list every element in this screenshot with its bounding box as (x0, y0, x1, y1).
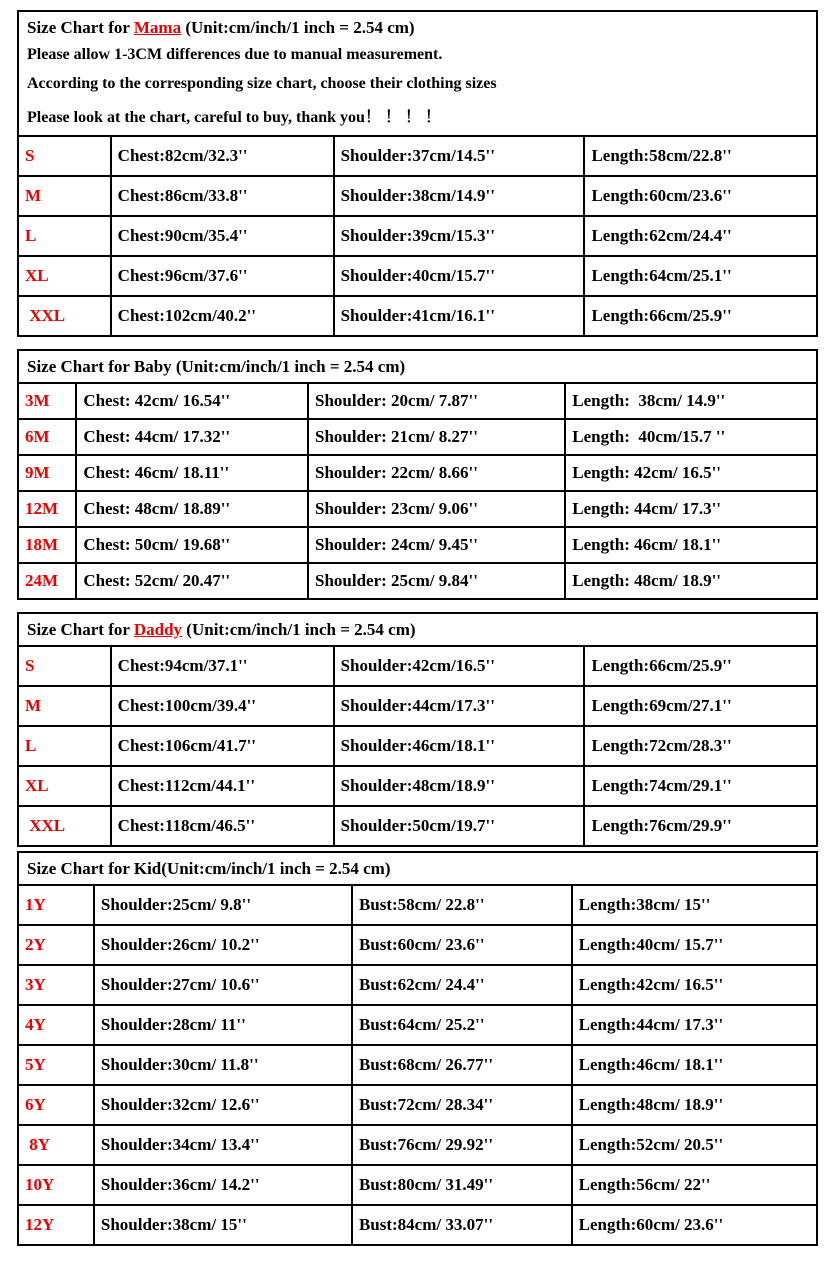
size-label-cell: 18M (18, 527, 76, 563)
chest-cell: Chest: 44cm/ 17.32'' (76, 419, 308, 455)
note-row (18, 72, 817, 101)
mama-size-chart (17, 10, 818, 337)
shoulder-cell: Shoulder:38cm/ 15'' (94, 1205, 352, 1245)
shoulder-cell: Shoulder:37cm/14.5'' (334, 136, 585, 176)
chest-cell: Chest:106cm/41.7'' (111, 726, 334, 766)
shoulder-cell: Shoulder:32cm/ 12.6'' (94, 1085, 352, 1125)
shoulder-cell: Shoulder:30cm/ 11.8'' (94, 1045, 352, 1085)
length-cell: Length:66cm/25.9'' (584, 296, 817, 336)
kid-title: Size Chart for Kid(Unit:cm/inch/1 inch = 2.54 cm) (27, 859, 391, 878)
shoulder-cell: Shoulder: 24cm/ 9.45'' (308, 527, 565, 563)
size-label-cell: M (18, 176, 111, 216)
shoulder-cell: Shoulder:27cm/ 10.6'' (94, 965, 352, 1005)
length-cell: Length:76cm/29.9'' (584, 806, 817, 846)
chest-cell: Chest:90cm/35.4'' (111, 216, 334, 256)
chest-cell: Chest: 42cm/ 16.54'' (76, 383, 308, 419)
shoulder-cell: Shoulder:26cm/ 10.2'' (94, 925, 352, 965)
daddy-title-row (18, 613, 817, 646)
shoulder-cell: Shoulder:28cm/ 11'' (94, 1005, 352, 1045)
size-chart-page (17, 10, 818, 1246)
bust-cell: Bust:76cm/ 29.92'' (352, 1125, 572, 1165)
size-label-cell: XXL (18, 296, 111, 336)
mama-title-unit: (Unit:cm/inch/1 inch = 2.54 cm) (181, 18, 415, 37)
size-row (18, 766, 817, 806)
bust-cell: Bust:64cm/ 25.2'' (352, 1005, 572, 1045)
shoulder-cell: Shoulder:34cm/ 13.4'' (94, 1125, 352, 1165)
chest-cell: Chest:96cm/37.6'' (111, 256, 334, 296)
shoulder-cell: Shoulder: 25cm/ 9.84'' (308, 563, 565, 599)
shoulder-cell: Shoulder:42cm/16.5'' (334, 646, 585, 686)
size-row (18, 646, 817, 686)
kid-size-chart (17, 851, 818, 1246)
size-row (18, 527, 817, 563)
shoulder-cell: Shoulder:48cm/18.9'' (334, 766, 585, 806)
size-row (18, 1125, 817, 1165)
length-cell: Length:56cm/ 22'' (572, 1165, 817, 1205)
shoulder-cell: Shoulder:50cm/19.7'' (334, 806, 585, 846)
bust-cell: Bust:58cm/ 22.8'' (352, 885, 572, 925)
mama-title-prefix: Size Chart for (27, 18, 134, 37)
size-row (18, 1085, 817, 1125)
size-label-cell: XL (18, 766, 111, 806)
size-label-cell: 6M (18, 419, 76, 455)
note-choose-size: According to the corresponding size chart, choose their clothing sizes (27, 75, 497, 92)
length-cell: Length:52cm/ 20.5'' (572, 1125, 817, 1165)
size-label-cell: L (18, 726, 111, 766)
shoulder-cell: Shoulder: 22cm/ 8.66'' (308, 455, 565, 491)
chest-cell: Chest:118cm/46.5'' (111, 806, 334, 846)
daddy-title (18, 613, 817, 646)
note-row (18, 101, 817, 136)
baby-size-chart (17, 349, 818, 600)
size-row (18, 1005, 817, 1045)
size-label-cell: 6Y (18, 1085, 94, 1125)
chest-cell: Chest: 46cm/ 18.11'' (76, 455, 308, 491)
bust-cell: Bust:84cm/ 33.07'' (352, 1205, 572, 1245)
size-label-cell: 1Y (18, 885, 94, 925)
length-cell: Length:60cm/23.6'' (584, 176, 817, 216)
length-cell: Length:72cm/28.3'' (584, 726, 817, 766)
size-row (18, 806, 817, 846)
length-cell: Length: 44cm/ 17.3'' (565, 491, 817, 527)
length-cell: Length:64cm/25.1'' (584, 256, 817, 296)
length-cell: Length:60cm/ 23.6'' (572, 1205, 817, 1245)
size-label-cell: 3Y (18, 965, 94, 1005)
chest-cell: Chest: 50cm/ 19.68'' (76, 527, 308, 563)
mama-title-row (18, 11, 817, 43)
daddy-title-prefix: Size Chart for (27, 620, 134, 639)
length-cell: Length:40cm/ 15.7'' (572, 925, 817, 965)
chest-cell: Chest:112cm/44.1'' (111, 766, 334, 806)
shoulder-cell: Shoulder: 20cm/ 7.87'' (308, 383, 565, 419)
daddy-title-unit: (Unit:cm/inch/1 inch = 2.54 cm) (182, 620, 416, 639)
length-cell: Length:38cm/ 15'' (572, 885, 817, 925)
size-label-cell: 12Y (18, 1205, 94, 1245)
size-row (18, 1045, 817, 1085)
size-label-cell: XXL (18, 806, 111, 846)
mama-title (18, 11, 817, 43)
size-label-cell: S (18, 646, 111, 686)
size-label-cell: M (18, 686, 111, 726)
daddy-title-name: Daddy (133, 620, 183, 639)
shoulder-cell: Shoulder: 21cm/ 8.27'' (308, 419, 565, 455)
length-cell: Length:74cm/29.1'' (584, 766, 817, 806)
size-label-cell: 9M (18, 455, 76, 491)
length-cell: Length: 42cm/ 16.5'' (565, 455, 817, 491)
size-label-cell: 24M (18, 563, 76, 599)
length-cell: Length:66cm/25.9'' (584, 646, 817, 686)
size-label-cell: S (18, 136, 111, 176)
size-row (18, 726, 817, 766)
size-row (18, 925, 817, 965)
size-row (18, 1205, 817, 1245)
shoulder-cell: Shoulder: 23cm/ 9.06'' (308, 491, 565, 527)
size-row (18, 419, 817, 455)
shoulder-cell: Shoulder:25cm/ 9.8'' (94, 885, 352, 925)
size-label-cell: 2Y (18, 925, 94, 965)
baby-title-row (18, 350, 817, 383)
size-row (18, 686, 817, 726)
chest-cell: Chest:94cm/37.1'' (111, 646, 334, 686)
baby-title: Size Chart for Baby (Unit:cm/inch/1 inch = 2.54 cm) (27, 357, 406, 376)
chest-cell: Chest:86cm/33.8'' (111, 176, 334, 216)
shoulder-cell: Shoulder:40cm/15.7'' (334, 256, 585, 296)
note-measurement: Please allow 1-3CM differences due to manual measurement. (27, 46, 443, 63)
length-cell: Length:44cm/ 17.3'' (572, 1005, 817, 1045)
chest-cell: Chest:82cm/32.3'' (111, 136, 334, 176)
size-row (18, 296, 817, 336)
size-row (18, 965, 817, 1005)
size-row (18, 256, 817, 296)
shoulder-cell: Shoulder:46cm/18.1'' (334, 726, 585, 766)
length-cell: Length: 40cm/15.7 '' (565, 419, 817, 455)
bust-cell: Bust:68cm/ 26.77'' (352, 1045, 572, 1085)
size-label-cell: 3M (18, 383, 76, 419)
length-cell: Length:62cm/24.4'' (584, 216, 817, 256)
length-cell: Length: 46cm/ 18.1'' (565, 527, 817, 563)
size-row (18, 455, 817, 491)
kid-title-row (18, 852, 817, 885)
shoulder-cell: Shoulder:38cm/14.9'' (334, 176, 585, 216)
length-cell: Length:42cm/ 16.5'' (572, 965, 817, 1005)
length-cell: Length:69cm/27.1'' (584, 686, 817, 726)
chest-cell: Chest:100cm/39.4'' (111, 686, 334, 726)
size-label-cell: L (18, 216, 111, 256)
size-row (18, 1165, 817, 1205)
size-label-cell: 5Y (18, 1045, 94, 1085)
bust-cell: Bust:80cm/ 31.49'' (352, 1165, 572, 1205)
chest-cell: Chest: 48cm/ 18.89'' (76, 491, 308, 527)
shoulder-cell: Shoulder:44cm/17.3'' (334, 686, 585, 726)
size-label-cell: XL (18, 256, 111, 296)
mama-title-name: Mama (133, 18, 182, 37)
note-row (18, 43, 817, 72)
chest-cell: Chest: 52cm/ 20.47'' (76, 563, 308, 599)
size-row (18, 383, 817, 419)
bust-cell: Bust:72cm/ 28.34'' (352, 1085, 572, 1125)
size-label-cell: 4Y (18, 1005, 94, 1045)
shoulder-cell: Shoulder:39cm/15.3'' (334, 216, 585, 256)
length-cell: Length: 48cm/ 18.9'' (565, 563, 817, 599)
length-cell: Length: 38cm/ 14.9'' (565, 383, 817, 419)
bust-cell: Bust:60cm/ 23.6'' (352, 925, 572, 965)
daddy-size-chart (17, 612, 818, 847)
length-cell: Length:48cm/ 18.9'' (572, 1085, 817, 1125)
length-cell: Length:46cm/ 18.1'' (572, 1045, 817, 1085)
size-row (18, 491, 817, 527)
note-careful-buy: Please look at the chart, careful to buy, thank you！ ！ ！ ！ (27, 109, 441, 126)
chest-cell: Chest:102cm/40.2'' (111, 296, 334, 336)
length-cell: Length:58cm/22.8'' (584, 136, 817, 176)
size-label-cell: 12M (18, 491, 76, 527)
size-row (18, 136, 817, 176)
shoulder-cell: Shoulder:36cm/ 14.2'' (94, 1165, 352, 1205)
size-row (18, 176, 817, 216)
size-row (18, 216, 817, 256)
bust-cell: Bust:62cm/ 24.4'' (352, 965, 572, 1005)
size-row (18, 885, 817, 925)
size-row (18, 563, 817, 599)
size-label-cell: 10Y (18, 1165, 94, 1205)
size-label-cell: 8Y (18, 1125, 94, 1165)
shoulder-cell: Shoulder:41cm/16.1'' (334, 296, 585, 336)
